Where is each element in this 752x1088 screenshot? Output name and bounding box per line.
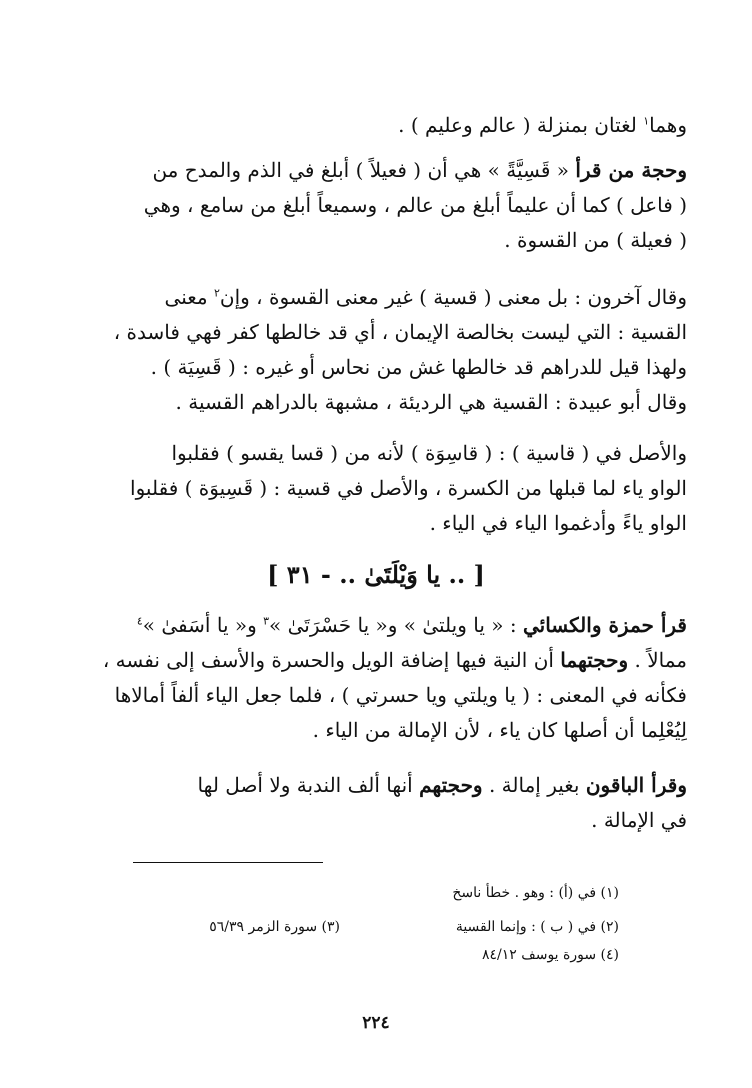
text-line: ممالاً . وحجتهما أن النية فيها إضافة الويل والحسرة والأسف إلى نفسه ، [102, 648, 687, 672]
text-line: والأصل في ( قاسية ) : ( قاسِوَة ) لأنه من ( قسا يقسو ) فقلبوا [171, 441, 687, 465]
paragraph-3 [67, 280, 687, 420]
footnote-divider [133, 862, 323, 863]
text-line: وقال أبو عبيدة : القسية هي الرديئة ، مشبهة بالدراهم القسية . [175, 390, 687, 414]
paragraph-5 [67, 608, 687, 748]
text-line: الواو ياء لما قبلها من الكسرة ، والأصل في قسية : ( قَسِيوَة ) فقلبوا [130, 476, 687, 500]
footnote-4: (٤) سورة يوسف ٨٤/١٢ [481, 947, 619, 963]
footnote-marker: ٢ [213, 286, 220, 300]
text-line: وهما$^١$ لغتان بمنزلة ( عالم وعليم ) . [398, 113, 687, 137]
text-line: ( فعيلة ) من القسوة . [504, 228, 687, 252]
footnote-marker: ١ [643, 114, 650, 128]
paragraph-4 [67, 436, 687, 541]
text-line: وقرأ الباقون بغير إمالة . وحجتهم أنها ألف الندبة ولا أصل لها [197, 773, 687, 797]
text-line: ولهذا قيل للدراهم قد خالطها غش من نحاس أو غيره : ( قَسِيَة ) . [150, 355, 687, 379]
text-line: الواو ياءً وأدغموا الياء في الياء . [429, 511, 687, 535]
footnote-2: (٢) في ( ب ) : وإنما القسية [455, 919, 619, 935]
text-line: وحجة من قرأ « قَسِيَّةً » هي أن ( فعيلاً ) أبلغ في الذم والمدح من [152, 158, 687, 182]
text-line: وقال آخرون : بل معنى ( قسية ) غير معنى القسوة ، وإن$^٢$ معنى [164, 285, 687, 309]
text-line: ( فاعل ) كما أن عليماً أبلغ من عالم ، وسميعاً أبلغ من سامع ، وهي [143, 193, 687, 217]
footnote-marker: ٣ [263, 614, 270, 628]
footnote-1: (١) في (أ) : وهو . خطأ ناسخ [452, 885, 619, 901]
text-line: في الإمالة . [591, 808, 687, 832]
footnote-marker: ٤ [136, 614, 143, 628]
paragraph-2 [67, 153, 687, 258]
verse-heading: [ .. يا وَيْلَتَىٰ .. - ٣١ ] [267, 560, 485, 589]
paragraph-1 [67, 108, 687, 143]
text-line: القسية : التي ليست بخالصة الإيمان ، أي قد خالطها كفر فهي فاسدة ، [113, 320, 687, 344]
paragraph-6 [67, 768, 687, 838]
text-line: قرأ حمزة والكسائي : « يا ويلتىٰ » و« يا حَسْرَتَىٰ »$^٣$ و« يا أسَفىٰ »$^٤$ [136, 613, 687, 637]
text-line: لِيُعْلِما أن أصلها كان ياء ، لأن الإمالة من الياء . [312, 718, 687, 742]
text-line: فكأنه في المعنى : ( يا ويلتي ويا حسرتي ) ، فلما جعل الياء ألفاً أمالاها [114, 683, 687, 707]
page-number: ٢٢٤ [362, 1013, 390, 1033]
footnote-3: (٣) سورة الزمر ٥٦/٣٩ [209, 919, 340, 935]
